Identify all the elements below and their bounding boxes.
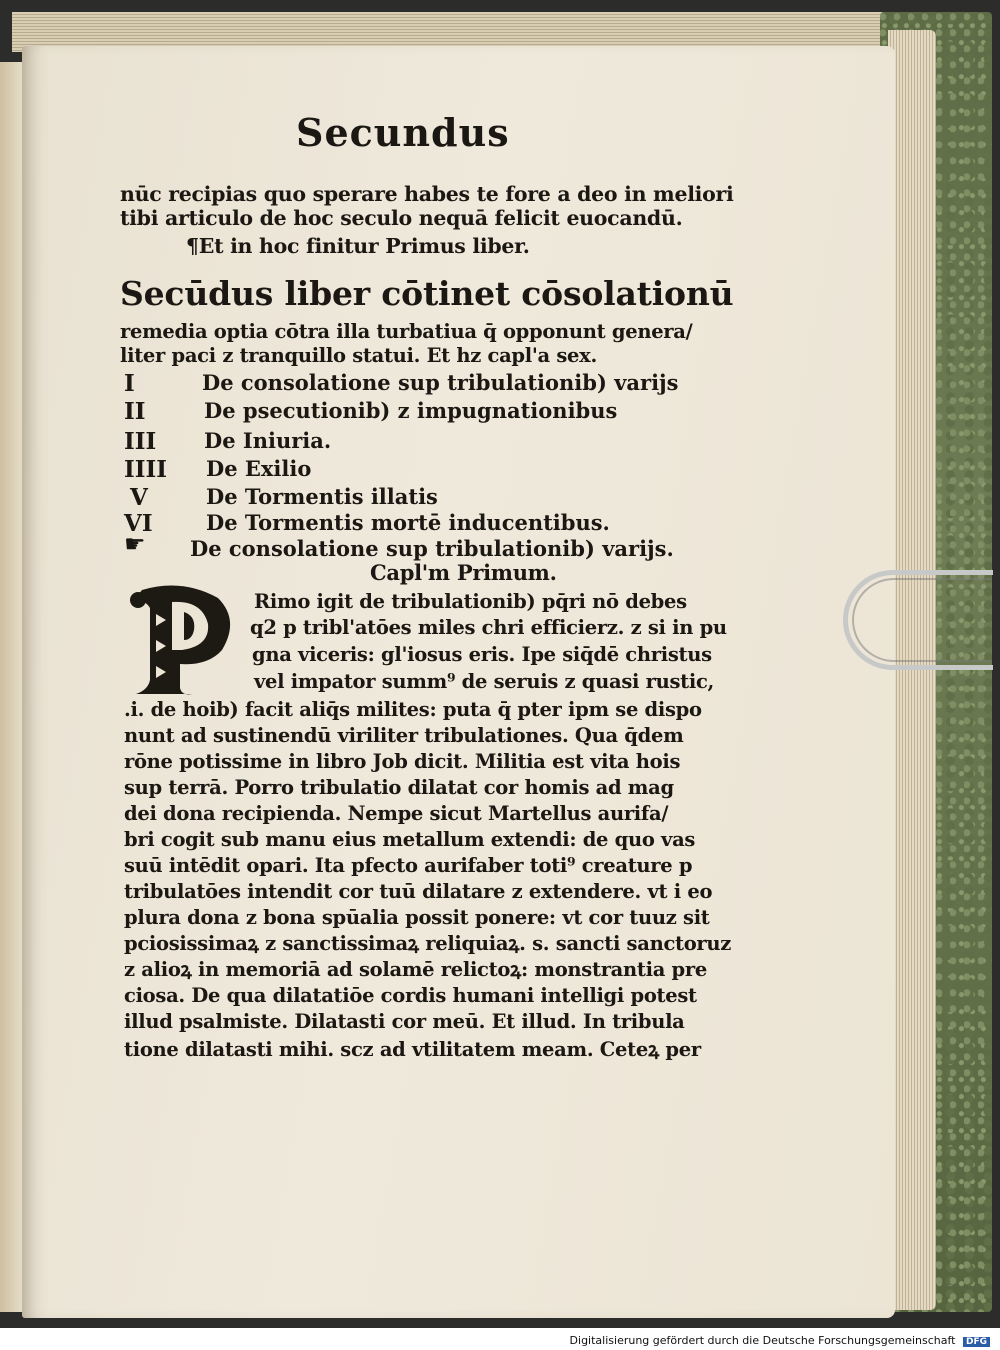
chapter-title: De psecutionib) z impugnationibus — [204, 398, 618, 423]
chapter-number: II — [124, 398, 146, 425]
chapter-title: De Tormentis mortē inducentibus. — [206, 510, 610, 535]
chapter-title: De Tormentis illatis — [206, 484, 438, 509]
chapter-number: IIII — [124, 456, 168, 483]
chapter-number: III — [124, 428, 157, 455]
section-intro-line: remedia optia cōtra illa turbatiua q̄ opponunt genera/ — [120, 320, 693, 343]
body-line: tione dilatasti mihi. scz ad vtilitatem meam. Ceteꝝ per — [124, 1038, 701, 1061]
chapter-number: VI — [124, 510, 153, 537]
body-line: suū intēdit opari. Ita pfecto aurifaber toti⁹ creature p — [124, 854, 693, 877]
left-page-fragment — [0, 62, 24, 1312]
chapter-title: De consolatione sup tribulationib) varijs — [202, 370, 679, 395]
footer-caption-text: Digitalisierung gefördert durch die Deutsche Forschungsgemeinschaft — [569, 1334, 956, 1347]
decorated-initial-icon — [122, 580, 242, 698]
section-title: Secūdus liber cōtinet cōsolationū — [120, 274, 734, 313]
chapter-label: Capl'm Primum. — [370, 560, 557, 585]
body-line: plura dona z bona spūalia possit ponere: vt cor tuuz sit — [124, 906, 710, 929]
footer-caption — [566, 1333, 994, 1348]
metal-clip-shadow — [852, 578, 992, 662]
pointing-hand-icon: ☛ — [124, 530, 146, 558]
footer-bar — [0, 1328, 1000, 1350]
intro-line: tibi articulo de hoc seculo nequā felicit euocandū. — [120, 206, 683, 230]
dfg-logo: DFG — [963, 1337, 990, 1347]
body-line: tribulatōes intendit cor tuū dilatare z extendere. vt i eo — [124, 880, 713, 903]
intro-line: nūc recipias quo sperare habes te fore a deo in meliori — [120, 182, 734, 206]
body-line: Rimo igit de tribulationib) pq̄ri nō debes — [254, 590, 687, 613]
body-line: z alioꝝ in memoriā ad solamē relictoꝝ: monstrantia pre — [124, 958, 707, 981]
chapter-title: De Iniuria. — [204, 428, 332, 453]
body-line: sup terrā. Porro tribulatio dilatat cor homis ad mag — [124, 776, 674, 799]
chapter-number: V — [130, 484, 148, 511]
chapter-number: I — [124, 370, 135, 397]
running-head: Secundus — [296, 110, 510, 155]
intro-line: ¶Et in hoc finitur Primus liber. — [186, 234, 530, 258]
body-line: .i. de hoib) facit aliq̄s milites: puta q̄ pter ipm se dispo — [124, 698, 702, 721]
page-fore-edge — [888, 30, 936, 1310]
body-line: illud psalmiste. Dilatasti cor meū. Et illud. In tribula — [124, 1010, 685, 1033]
body-line: ciosa. De qua dilatatiōe cordis humani intelligi potest — [124, 984, 697, 1007]
body-line: dei dona recipienda. Nempe sicut Martellus aurifa/ — [124, 802, 669, 825]
chapter-heading: De consolatione sup tribulationib) varijs. — [190, 536, 674, 561]
body-line: nunt ad sustinendū viriliter tribulationes. Qua q̄dem — [124, 724, 684, 747]
body-line: bri cogit sub manu eius metallum extendi: de quo vas — [124, 828, 696, 851]
chapter-title: De Exilio — [206, 456, 312, 481]
body-line: rōne potissime in libro Job dicit. Militia est vita hois — [124, 750, 681, 773]
body-line: vel impator summ⁹ de seruis z quasi rustic, — [254, 670, 715, 693]
body-line: pciosissimaꝝ z sanctissimaꝝ reliquiaꝝ. s. sancti sanctoruz — [124, 932, 732, 955]
body-line: gna viceris: gl'iosus eris. Ipe siq̄dē christus — [252, 643, 712, 666]
body-line: q2 p tribl'atōes miles chri efficierz. z si in pu — [250, 616, 727, 639]
section-intro-line: liter paci z tranquillo statui. Et hz capl'a sex. — [120, 344, 597, 367]
